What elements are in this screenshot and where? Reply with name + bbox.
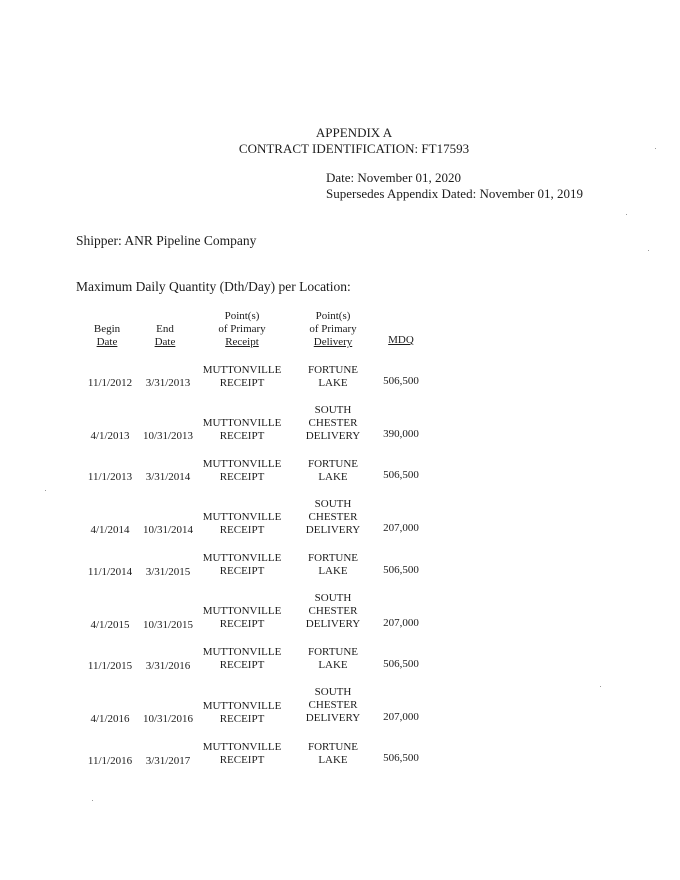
table-cell-delivery: SOUTH CHESTER DELIVERY bbox=[305, 686, 361, 724]
document-date: Date: November 01, 2020 bbox=[326, 170, 462, 185]
table-cell-begin-date: 4/1/2015 bbox=[90, 619, 130, 631]
table-cell-end-date: 3/31/2013 bbox=[145, 377, 191, 389]
table-cell-begin-date: 4/1/2013 bbox=[90, 430, 130, 442]
table-cell-delivery: FORTUNE LAKE bbox=[307, 552, 359, 577]
table-cell-delivery: SOUTH CHESTER DELIVERY bbox=[305, 592, 361, 630]
table-cell-mdq: 207,000 bbox=[383, 711, 419, 723]
table-cell-receipt: MUTTONVILLE RECEIPT bbox=[202, 646, 282, 671]
table-cell-receipt: MUTTONVILLE RECEIPT bbox=[202, 511, 282, 536]
table-cell-begin-date: 11/1/2013 bbox=[87, 471, 133, 483]
scan-speck bbox=[648, 250, 649, 251]
table-cell-end-date: 3/31/2015 bbox=[145, 566, 191, 578]
table-cell-mdq: 506,500 bbox=[383, 658, 419, 670]
supersedes-date: Supersedes Appendix Dated: November 01, 2019 bbox=[326, 186, 584, 201]
table-cell-mdq: 506,500 bbox=[383, 564, 419, 576]
table-cell-mdq: 506,500 bbox=[383, 752, 419, 764]
shipper-line: Shipper: ANR Pipeline Company bbox=[76, 233, 257, 248]
appendix-title: APPENDIX A bbox=[315, 125, 393, 140]
table-cell-receipt: MUTTONVILLE RECEIPT bbox=[202, 700, 282, 725]
section-title: Maximum Daily Quantity (Dth/Day) per Location: bbox=[76, 279, 351, 294]
table-cell-mdq: 207,000 bbox=[383, 522, 419, 534]
table-cell-receipt: MUTTONVILLE RECEIPT bbox=[202, 605, 282, 630]
table-cell-delivery: SOUTH CHESTER DELIVERY bbox=[305, 404, 361, 442]
header-mdq: MDQ bbox=[388, 334, 414, 346]
table-cell-end-date: 3/31/2016 bbox=[145, 660, 191, 672]
contract-identification: CONTRACT IDENTIFICATION: FT17593 bbox=[238, 141, 470, 156]
table-cell-begin-date: 11/1/2014 bbox=[87, 566, 133, 578]
header-begin-date: Begin Date bbox=[93, 323, 121, 348]
scan-speck bbox=[655, 148, 656, 149]
table-cell-end-date: 10/31/2013 bbox=[142, 430, 194, 442]
table-cell-delivery: FORTUNE LAKE bbox=[307, 458, 359, 483]
scan-speck bbox=[600, 686, 601, 687]
table-cell-begin-date: 11/1/2016 bbox=[87, 755, 133, 767]
table-cell-end-date: 10/31/2014 bbox=[142, 524, 194, 536]
table-cell-begin-date: 11/1/2015 bbox=[87, 660, 133, 672]
table-cell-begin-date: 11/1/2012 bbox=[87, 377, 133, 389]
table-cell-receipt: MUTTONVILLE RECEIPT bbox=[202, 552, 282, 577]
table-cell-delivery: FORTUNE LAKE bbox=[307, 741, 359, 766]
table-cell-mdq: 207,000 bbox=[383, 617, 419, 629]
table-cell-delivery: FORTUNE LAKE bbox=[307, 364, 359, 389]
header-end-date: End Date bbox=[154, 323, 176, 348]
table-cell-receipt: MUTTONVILLE RECEIPT bbox=[202, 741, 282, 766]
table-cell-begin-date: 4/1/2014 bbox=[90, 524, 130, 536]
scan-speck bbox=[626, 214, 627, 215]
table-cell-end-date: 3/31/2017 bbox=[145, 755, 191, 767]
table-cell-delivery: SOUTH CHESTER DELIVERY bbox=[305, 498, 361, 536]
table-cell-delivery: FORTUNE LAKE bbox=[307, 646, 359, 671]
table-cell-end-date: 3/31/2014 bbox=[145, 471, 191, 483]
table-cell-begin-date: 4/1/2016 bbox=[90, 713, 130, 725]
table-cell-mdq: 506,500 bbox=[383, 469, 419, 481]
table-cell-receipt: MUTTONVILLE RECEIPT bbox=[202, 417, 282, 442]
scan-speck bbox=[92, 800, 93, 801]
table-cell-receipt: MUTTONVILLE RECEIPT bbox=[202, 458, 282, 483]
table-cell-end-date: 10/31/2015 bbox=[142, 619, 194, 631]
header-primary-delivery: Point(s) of Primary Delivery bbox=[309, 310, 357, 348]
table-cell-mdq: 390,000 bbox=[383, 428, 419, 440]
table-cell-mdq: 506,500 bbox=[383, 375, 419, 387]
table-cell-receipt: MUTTONVILLE RECEIPT bbox=[202, 364, 282, 389]
header-primary-receipt: Point(s) of Primary Receipt bbox=[218, 310, 266, 348]
scan-speck bbox=[45, 490, 46, 491]
table-cell-end-date: 10/31/2016 bbox=[142, 713, 194, 725]
